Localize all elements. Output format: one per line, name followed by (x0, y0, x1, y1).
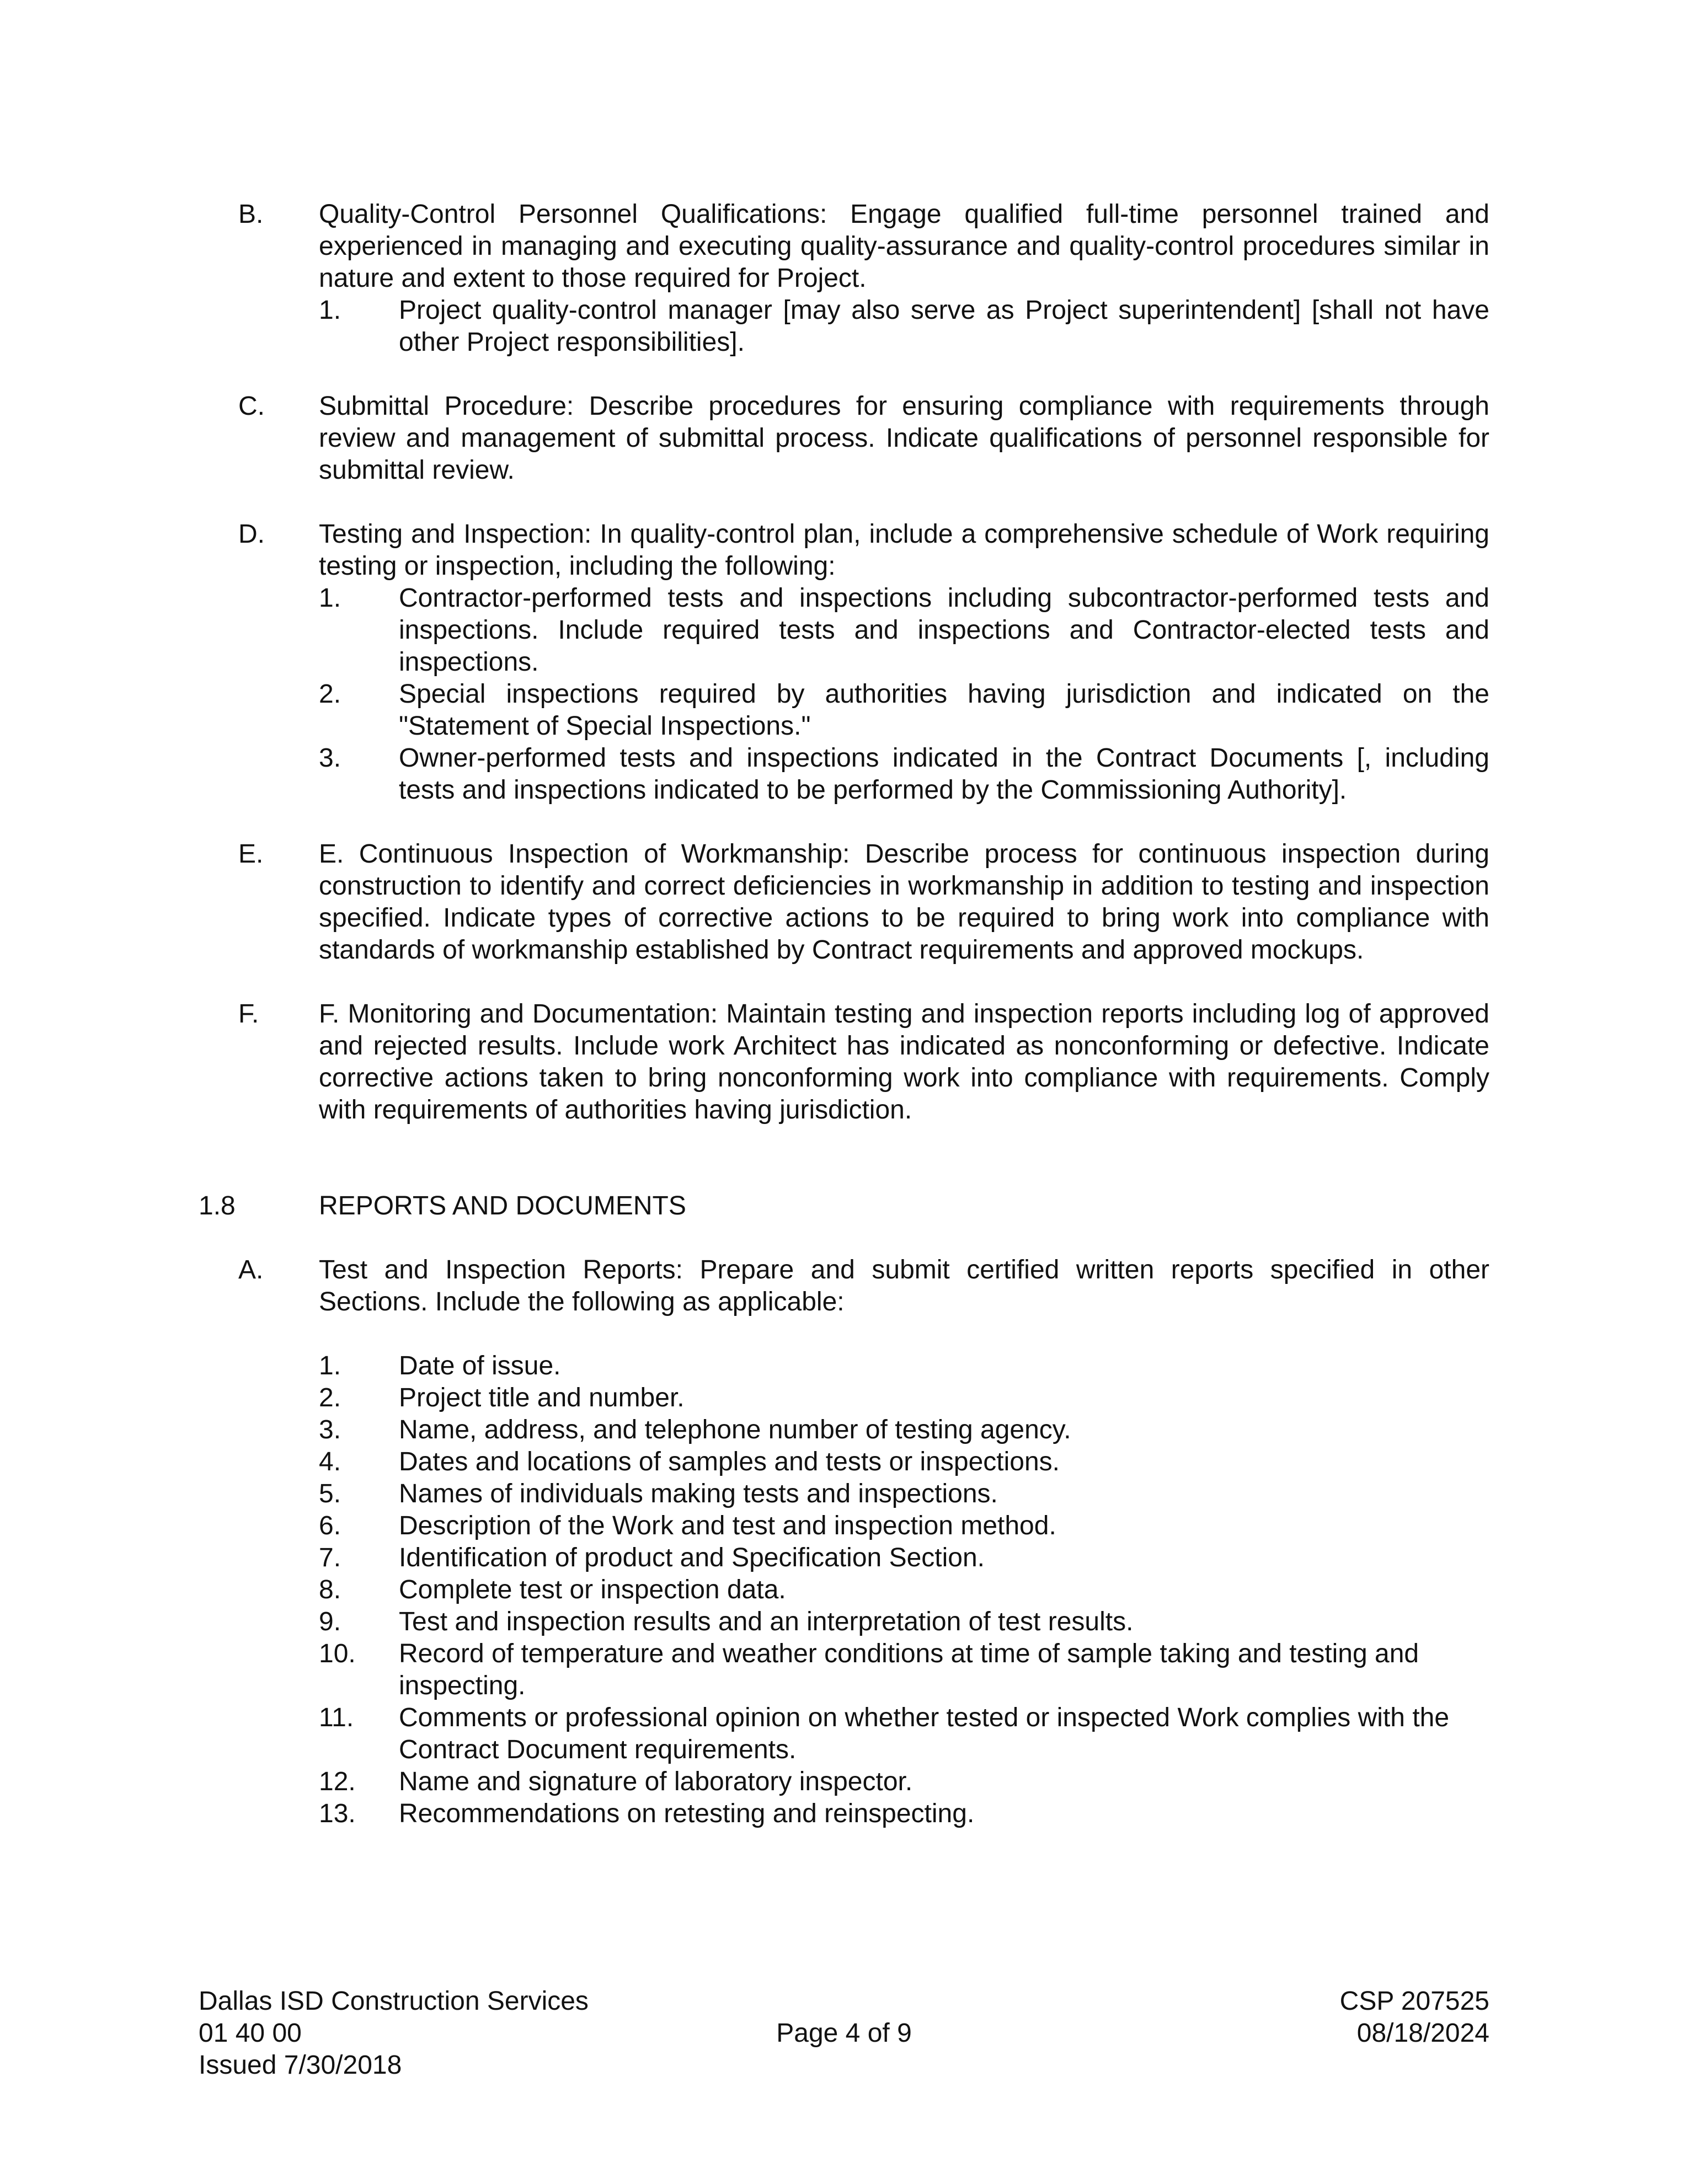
list-item-number: 1. (319, 1351, 341, 1380)
document-body (199, 199, 1489, 1862)
list-item-number: 2. (319, 679, 341, 709)
footer-project-number: CSP 207525 (1339, 1987, 1489, 2016)
list-item-text: Test and inspection results and an interpretation of test results. (399, 1607, 1134, 1636)
section-heading (199, 1190, 1489, 1222)
paragraph-text: E. Continuous Inspection of Workmanship: Describe process for continuous inspection during construction to identify and correct deficiencies in workmanship in addition to testing and inspection specified. Indicate types of corrective actions to be required to bring work into compliance with standards of workmanship established by Contract requirements and approved mockups. (319, 839, 1489, 965)
list-item (319, 1478, 1489, 1510)
list-item (319, 1702, 1489, 1766)
list-item (319, 678, 1489, 742)
section-number: 1.8 (199, 1191, 236, 1221)
list-item-number: 1. (319, 296, 341, 325)
paragraph-text: Testing and Inspection: In quality-control plan, include a comprehensive schedule of Work requiring testing or inspection, including the following: (319, 520, 1489, 581)
list-item-text: Name and signature of laboratory inspector. (399, 1767, 913, 1796)
list-item (319, 1350, 1489, 1382)
list-item-number: 3. (319, 1415, 341, 1444)
paragraph-text: Submittal Procedure: Describe procedures for ensuring compliance with requirements through review and management of submittal process. Indicate qualifications of personnel responsible for submittal review. (319, 392, 1489, 485)
list-item-number: 10. (319, 1639, 356, 1668)
list-item-text: Record of temperature and weather conditions at time of sample taking and testing and inspecting. (399, 1639, 1419, 1700)
paragraph-f (199, 998, 1489, 1126)
list-item (319, 1766, 1489, 1798)
list-item (319, 1510, 1489, 1542)
list-item (319, 1798, 1489, 1830)
list-item-text: Complete test or inspection data. (399, 1575, 786, 1604)
list-item-text: Description of the Work and test and inspection method. (399, 1511, 1056, 1540)
list-item-text: Name, address, and telephone number of testing agency. (399, 1415, 1071, 1444)
list-item-text: Special inspections required by authorities having jurisdiction and indicated on the "Statement of Special Inspections." (399, 679, 1489, 741)
footer-section-number: 01 40 00 (199, 2019, 302, 2048)
list-item (319, 1542, 1489, 1574)
list-item-text: Project title and number. (399, 1383, 685, 1412)
paragraph-letter: B. (238, 200, 264, 229)
list-item-number: 9. (319, 1607, 341, 1636)
list-item-number: 3. (319, 743, 341, 773)
list-item (319, 1382, 1489, 1414)
list-item-number: 5. (319, 1479, 341, 1508)
list-item-text: Contractor-performed tests and inspections including subcontractor-performed tests and inspections. Include required tests and inspections and Contractor-elected tests and inspections. (399, 584, 1489, 677)
list-item-text: Owner-performed tests and inspections indicated in the Contract Documents [, including tests and inspections indicated to be performed by the Commissioning Authority]. (399, 743, 1489, 805)
spacer (319, 1318, 1489, 1350)
paragraph-letter: D. (238, 520, 265, 549)
list-item-text: Project quality-control manager [may also serve as Project superintendent] [shall not have other Project responsibilities]. (399, 296, 1489, 357)
paragraph-b (199, 199, 1489, 358)
list-item-number: 6. (319, 1511, 341, 1540)
list-item (319, 1606, 1489, 1638)
footer-issued-date: Issued 7/30/2018 (199, 2051, 402, 2080)
list-item-text: Comments or professional opinion on whether tested or inspected Work complies with the Contract Document requirements. (399, 1703, 1450, 1764)
list-item (319, 1446, 1489, 1478)
list-item-text: Recommendations on retesting and reinspecting. (399, 1799, 975, 1828)
list-item (319, 295, 1489, 358)
footer-organization: Dallas ISD Construction Services (199, 1987, 589, 2016)
list-item-number: 13. (319, 1799, 356, 1828)
list-item-number: 1. (319, 584, 341, 613)
footer-right (1340, 1985, 1489, 2049)
list-item (319, 582, 1489, 678)
paragraph-letter: F. (238, 999, 259, 1029)
list-item-number: 8. (319, 1575, 341, 1604)
paragraph-c (199, 390, 1489, 486)
list-item-text: Names of individuals making tests and inspections. (399, 1479, 998, 1508)
list-item (319, 1638, 1489, 1702)
paragraph-text: Test and Inspection Reports: Prepare and submit certified written reports specified in other Sections. Include the following as applicable: (319, 1255, 1489, 1316)
list-item-text: Dates and locations of samples and tests or inspections. (399, 1447, 1060, 1476)
list-item-number: 2. (319, 1383, 341, 1412)
report-items-list (319, 1350, 1489, 1830)
list-item-number: 7. (319, 1543, 341, 1572)
list-item-number: 11. (319, 1703, 354, 1732)
list-item-number: 4. (319, 1447, 341, 1476)
paragraph-letter: C. (238, 392, 265, 421)
footer-date: 08/18/2024 (1356, 2019, 1489, 2048)
paragraph-letter: A. (238, 1255, 264, 1284)
paragraph-text: Quality-Control Personnel Qualifications: Engage qualified full-time personnel trained and experienced in managing and executing quality-assurance and quality-control procedures similar in nature and extent to those required for Project. (319, 200, 1489, 293)
list-item (319, 1574, 1489, 1606)
list-item-number: 12. (319, 1767, 356, 1796)
list-item (319, 742, 1489, 806)
list-item-text: Date of issue. (399, 1351, 561, 1380)
paragraph-e (199, 838, 1489, 966)
paragraph-a (199, 1254, 1489, 1830)
footer-page-number: Page 4 of 9 (776, 2019, 912, 2048)
paragraph-text: F. Monitoring and Documentation: Maintain testing and inspection reports including log of approved and rejected results. Include work Architect has indicated as nonconforming or defective. Indicate corrective actions taken to bring nonconforming work into compliance with requirements. Comply with requirements of authorities having jurisdiction. (319, 999, 1489, 1125)
paragraph-letter: E. (238, 839, 264, 869)
list-item-text: Identification of product and Specification Section. (399, 1543, 985, 1572)
paragraph-d (199, 518, 1489, 806)
list-item (319, 1414, 1489, 1446)
section-title: REPORTS AND DOCUMENTS (319, 1191, 686, 1221)
